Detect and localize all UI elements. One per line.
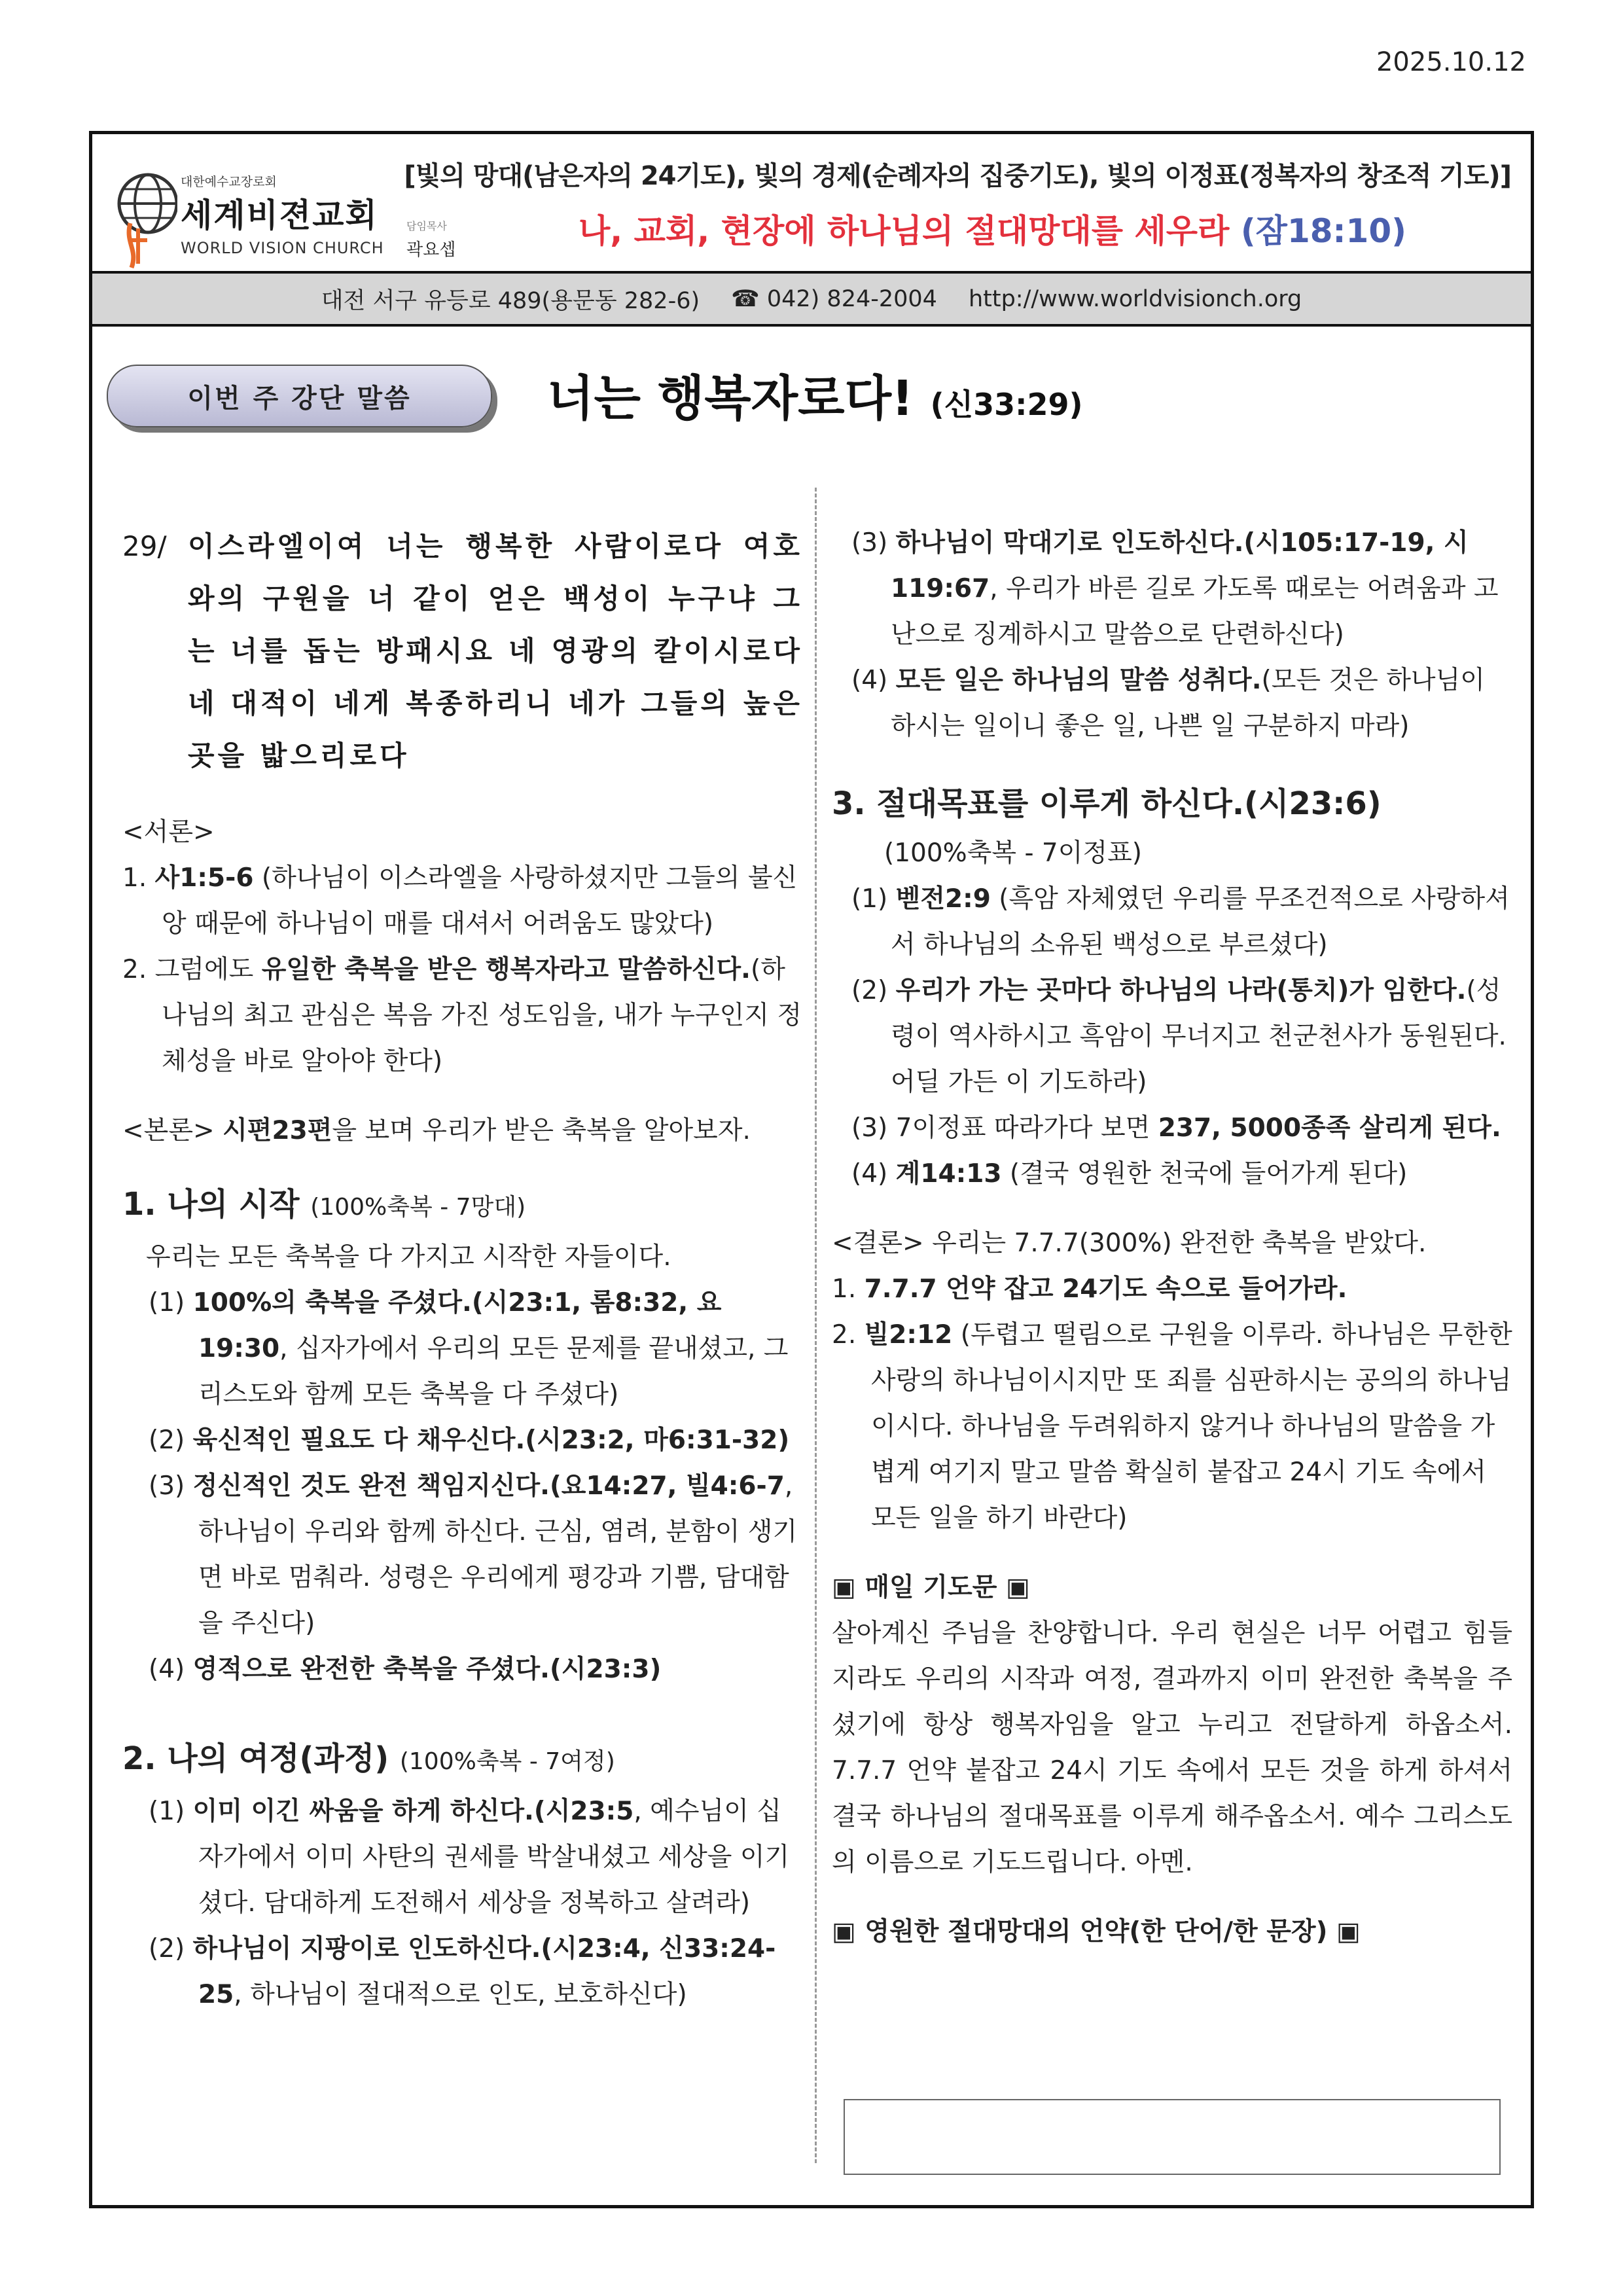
section-3-point-4: (4) 계14:13 (결국 영원한 천국에 들어가게 된다) <box>851 1159 1408 1189</box>
left-column <box>122 520 803 2018</box>
covenant-heading: ▣ 영원한 절대망대의 언약(한 단어/한 문장) ▣ <box>832 1917 1361 1946</box>
covenant-input-box[interactable] <box>844 2099 1501 2175</box>
sermon-badge: 이번 주 강단 말씀 <box>107 365 492 427</box>
contact-bar <box>92 271 1531 327</box>
phone: ☎ 042) 824-2004 <box>731 285 937 312</box>
verse-text: 이스라엘이여 너는 행복한 사람이로다 여호와의 구원을 너 같이 얻은 백성이 누구냐 그는 너를 돕는 방패시요 네 영광의 칼이시로다 네 대적이 네게 복종하리니 네가 그들의 높은 곳을 밟으리로다 <box>188 530 803 772</box>
section-2-point-2: (2) 하나님이 지팡이로 인도하신다.(시23:4, 신33:24-25, 하나님이 절대적으로 인도, 보호하신다) <box>149 1934 776 2009</box>
section-1-point-4: (4) 영적으로 완전한 축복을 주셨다.(시23:3) <box>149 1655 662 1684</box>
website-link[interactable]: http://www.worldvisionch.org <box>968 285 1302 312</box>
section-1-point-1: (1) 100%의 축복을 주셨다.(시23:1, 롬8:32, 요19:30, 십자가에서 우리의 모든 문제를 끝내셨고, 그리스도와 함께 모든 축복을 다 주셨다) <box>149 1288 789 1409</box>
section-3-point-1: (1) 벧전2:9 (흑암 자체였던 우리를 무조건적으로 사랑하셔서 하나님의 소유된 백성으로 부르셨다) <box>851 884 1510 960</box>
bulletin-frame <box>89 131 1534 2208</box>
conclusion-item-1: 1. 7.7.7 언약 잡고 24기도 속으로 들어가라. <box>832 1274 1347 1304</box>
address: 대전 서구 유등로 489(용문동 282-6) <box>321 287 700 314</box>
prayer-heading: ▣ 매일 기도문 ▣ <box>832 1573 1030 1602</box>
section-2-point-1: (1) 이미 이긴 싸움을 하게 하신다.(시23:5, 예수님이 십자가에서 이미 사탄의 권세를 박살내셨고 세상을 이기셨다. 담대하게 도전해서 세상을 정복하고 살려라) <box>149 1797 790 1918</box>
section-3-point-2: (2) 우리가 가는 곳마다 하나님의 나라(통치)가 임한다.(성령이 역사하시고 흑암이 무너지고 천군천사가 동원된다. 어딜 가든 이 기도하라) <box>851 976 1507 1097</box>
conclusion-item-2: 2. 빌2:12 (두렵고 떨림으로 구원을 이루라. 하나님은 무한한 사랑의 하나님이시지만 또 죄를 심판하시는 공의의 하나님이시다. 하나님을 두려워하지 않거나 하나님의 말씀을 가볍게 여기지 말고 말씀 확실히 붙잡고 24시 기도 속에서 모든 일을 하기 바란다) <box>832 1320 1512 1533</box>
sermon-ref: (신33:29) <box>930 387 1083 422</box>
section-1-title: 1. 나의 시작 (100%축복 - 7망대) <box>122 1186 526 1223</box>
denomination-label: 대한예수교장로회 <box>181 175 277 189</box>
section-2-point-4: (4) 모든 일은 하나님의 말씀 성취다.(모든 것은 하나님이 하시는 일이니 좋은 일, 나쁜 일 구분하지 마라) <box>851 666 1485 741</box>
column-divider <box>815 488 817 2163</box>
verse-number: 29/ <box>122 530 167 562</box>
prayer-text: 살아계신 주님을 찬양합니다. 우리 현실은 너무 어렵고 힘들지라도 우리의 시작과 여정, 결과까지 이미 완전한 축복을 주셨기에 항상 행복자임을 알고 누리고 전달하게 하옵소서. 7.7.7 언약 붙잡고 24시 기도 속에서 모든 것을 하게 하셔서 결국 하나님의 절대목표를 이루게 해주옵소서. 예수 그리스도의 이름으로 기도드립니다. 아멘. <box>832 1619 1512 1877</box>
right-column <box>832 520 1512 1955</box>
scripture-verse <box>122 520 803 782</box>
section-1-point-3: (3) 정신적인 것도 완전 책임지신다.(요14:27, 빌4:6-7, 하나님이 우리와 함께 하신다. 근심, 염려, 분함이 생기면 바로 멈춰라. 성령은 우리에게 평강과 기쁨, 담대함을 주신다) <box>149 1471 798 1638</box>
pastor-name: 곽요셉 <box>406 240 456 260</box>
motto-text: 나, 교회, 현장에 하나님의 절대망대를 세우라 <box>578 212 1230 250</box>
pastor-label: 담임목사 <box>406 220 447 232</box>
motto-ref: (잠18:10) <box>1240 212 1406 250</box>
section-2-title: 2. 나의 여정(과정) (100%축복 - 7여정) <box>122 1740 615 1777</box>
church-name: 세계비젼교회 <box>181 196 378 234</box>
section-3-sub: (100%축복 - 7이정표) <box>884 838 1142 868</box>
church-english-name: WORLD VISION CHURCH <box>181 239 384 257</box>
sermon-title-text: 너는 행복자로다! <box>547 370 914 427</box>
bulletin-date: 2025.10.12 <box>1376 47 1526 77</box>
conclusion-heading: <결론> 우리는 7.7.7(300%) 완전한 축복을 받았다. <box>832 1229 1427 1258</box>
church-slogan: [빛의 망대(남은자의 24기도), 빛의 경제(순례자의 집중기도), 빛의 이정표(정복자의 창조적 기도)] <box>404 161 1511 191</box>
section-1-lead: 우리는 모든 축복을 다 가지고 시작한 자들이다. <box>146 1242 671 1272</box>
intro-item-2: 2. 그럼에도 유일한 축복을 받은 행복자라고 말씀하신다.(하나님의 최고 관심은 복음 가진 성도임을, 내가 누구인지 정체성을 바로 알아야 한다) <box>122 955 802 1076</box>
intro-item-1: 1. 사1:5-6 (하나님이 이스라엘을 사랑하셨지만 그들의 불신앙 때문에 하나님이 매를 대셔서 어려움도 많았다) <box>122 863 798 939</box>
section-2-point-3: (3) 하나님이 막대기로 인도하신다.(시105:17-19, 시119:67, 우리가 바른 길로 가도록 때로는 어려움과 고난으로 징계하시고 말씀으로 단련하신다) <box>851 528 1499 649</box>
section-3-point-3: (3) 7이정표 따라가다 보면 237, 5000종족 살리게 된다. <box>851 1113 1501 1143</box>
church-motto <box>579 205 1406 252</box>
section-3-title: 3. 절대목표를 이루게 하신다.(시23:6) <box>832 785 1382 822</box>
church-emblem-icon <box>112 151 177 276</box>
main-intro: <본론> 시편23편을 보며 우리가 받은 축복을 알아보자. <box>122 1116 751 1145</box>
intro-heading: <서론> <box>122 817 215 847</box>
sermon-title <box>547 360 1083 429</box>
section-1-point-2: (2) 육신적인 필요도 다 채우신다.(시23:2, 마6:31-32) <box>149 1426 790 1455</box>
